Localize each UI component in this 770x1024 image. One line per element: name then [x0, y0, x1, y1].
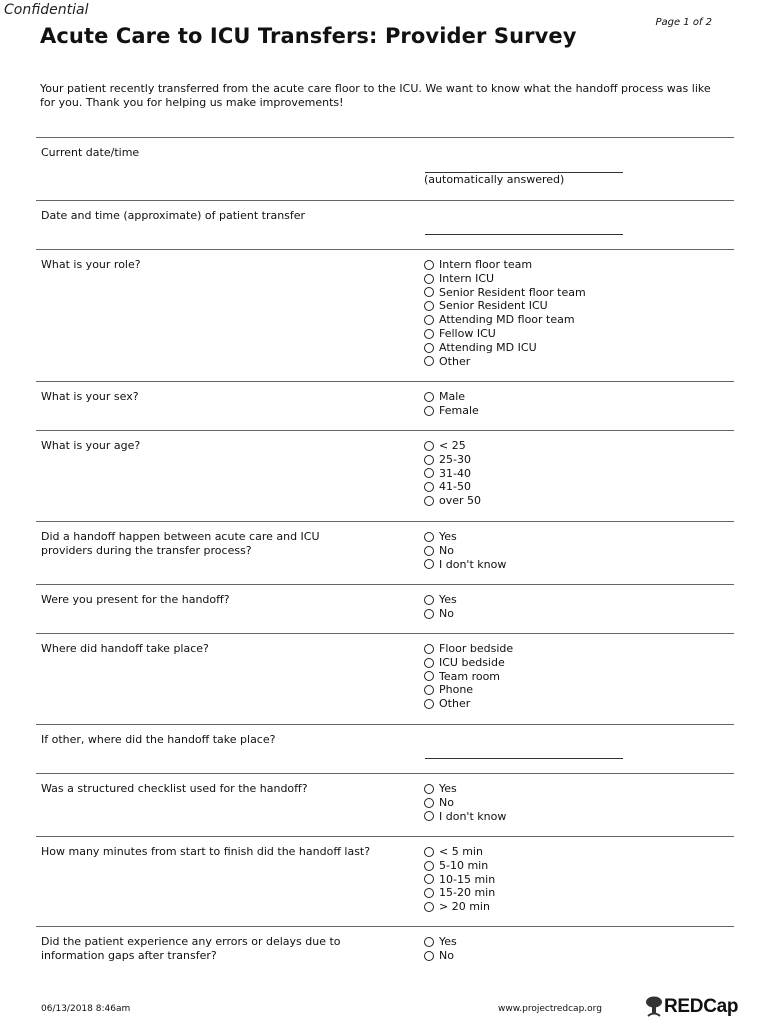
redcap-logo-text: REDCap [664, 996, 739, 1017]
confidential-label: Confidential [4, 2, 89, 18]
option-label: No [439, 948, 454, 962]
radio-button[interactable] [424, 609, 434, 619]
radio-button[interactable] [424, 699, 434, 709]
options-group [424, 642, 513, 711]
radio-option[interactable] [424, 313, 586, 327]
radio-button[interactable] [424, 468, 434, 478]
radio-button[interactable] [424, 861, 434, 871]
question-label: Did the patient experience any errors or delays due to information gaps after transfer? [41, 935, 341, 962]
radio-option[interactable] [424, 683, 513, 697]
radio-option[interactable] [424, 544, 506, 558]
options-group [424, 782, 506, 823]
radio-button[interactable] [424, 329, 434, 339]
option-label: 5-10 min [439, 858, 489, 872]
page-number: Page 1 of 2 [655, 17, 712, 28]
radio-button[interactable] [424, 685, 434, 695]
option-label: Other [439, 354, 471, 368]
radio-button[interactable] [424, 888, 434, 898]
redcap-icon [644, 996, 664, 1018]
radio-option[interactable] [424, 949, 457, 963]
question-label: Was a structured checklist used for the handoff? [41, 782, 308, 795]
radio-button[interactable] [424, 811, 434, 821]
radio-option[interactable] [424, 558, 506, 572]
option-label: Female [439, 403, 479, 417]
question-handoff-location [36, 633, 734, 724]
auto-answer-note: (automatically answered) [424, 173, 565, 186]
option-label: Intern floor team [439, 258, 533, 271]
radio-button[interactable] [424, 287, 434, 297]
option-label: Senior Resident floor team [439, 285, 586, 299]
radio-option[interactable] [424, 286, 586, 300]
radio-button[interactable] [424, 951, 434, 961]
option-label: Yes [439, 593, 457, 606]
question-label: Current date/time [41, 146, 140, 159]
question-label: What is your age? [41, 439, 141, 452]
survey-form [36, 137, 734, 977]
radio-option[interactable] [424, 341, 586, 355]
option-label: No [439, 606, 454, 620]
radio-option[interactable] [424, 453, 481, 467]
option-label: Yes [439, 530, 457, 543]
option-label: 25-30 [439, 452, 471, 466]
radio-button[interactable] [424, 260, 434, 270]
question-label: What is your sex? [41, 390, 139, 403]
radio-button[interactable] [424, 406, 434, 416]
radio-button[interactable] [424, 274, 434, 284]
option-label: < 25 [439, 439, 466, 452]
options-group [424, 439, 481, 508]
radio-option[interactable] [424, 404, 479, 418]
question-other-location [36, 724, 734, 773]
radio-option[interactable] [424, 593, 457, 607]
options-group [424, 390, 479, 418]
radio-option[interactable] [424, 656, 513, 670]
radio-option[interactable] [424, 886, 495, 900]
question-label: Were you present for the handoff? [41, 593, 230, 606]
radio-button[interactable] [424, 496, 434, 506]
radio-option[interactable] [424, 796, 506, 810]
option-label: Yes [439, 782, 457, 795]
question-checklist [36, 773, 734, 836]
option-label: No [439, 543, 454, 557]
option-label: Male [439, 390, 466, 403]
options-group [424, 845, 495, 914]
option-label: over 50 [439, 494, 482, 508]
radio-button[interactable] [424, 559, 434, 569]
radio-button[interactable] [424, 301, 434, 311]
option-label: Other [439, 697, 471, 711]
option-label: < 5 min [439, 845, 483, 858]
radio-button[interactable] [424, 658, 434, 668]
option-label: 31-40 [439, 466, 471, 480]
radio-button[interactable] [424, 315, 434, 325]
option-label: Team room [439, 669, 501, 683]
question-label: Date and time (approximate) of patient transfer [41, 209, 306, 222]
radio-option[interactable] [424, 355, 586, 369]
options-group [424, 530, 506, 571]
option-label: Attending MD ICU [439, 340, 537, 354]
radio-option[interactable] [424, 327, 586, 341]
radio-button[interactable] [424, 356, 434, 366]
option-label: I don't know [439, 557, 507, 571]
option-label: Attending MD floor team [439, 313, 575, 327]
radio-option[interactable] [424, 272, 586, 286]
radio-button[interactable] [424, 784, 434, 794]
radio-button[interactable] [424, 847, 434, 857]
radio-option[interactable] [424, 467, 481, 481]
footer-url[interactable]: www.projectredcap.org [498, 1004, 602, 1014]
option-label: Yes [439, 935, 457, 948]
answer-line[interactable] [425, 234, 623, 235]
radio-button[interactable] [424, 546, 434, 556]
radio-button[interactable] [424, 595, 434, 605]
radio-option[interactable] [424, 782, 506, 796]
question-role [36, 249, 734, 381]
radio-button[interactable] [424, 392, 434, 402]
question-label: Where did handoff take place? [41, 642, 209, 655]
radio-option[interactable] [424, 697, 513, 711]
option-label: ICU bedside [439, 655, 505, 669]
radio-option[interactable] [424, 258, 586, 272]
option-label: Senior Resident ICU [439, 299, 548, 313]
radio-option[interactable] [424, 607, 457, 621]
radio-option[interactable] [424, 480, 481, 494]
options-group [424, 935, 457, 963]
option-label: Floor bedside [439, 642, 514, 655]
option-label: > 20 min [439, 900, 490, 914]
radio-option[interactable] [424, 873, 495, 887]
radio-button[interactable] [424, 874, 434, 884]
option-label: No [439, 795, 454, 809]
radio-button[interactable] [424, 532, 434, 542]
question-duration [36, 836, 734, 926]
radio-button[interactable] [424, 482, 434, 492]
question-current-datetime [36, 137, 734, 200]
radio-option[interactable] [424, 859, 495, 873]
radio-button[interactable] [424, 902, 434, 912]
option-label: Intern ICU [439, 271, 495, 285]
options-group [424, 593, 457, 621]
question-label: If other, where did the handoff take place? [41, 733, 276, 746]
option-label: 10-15 min [439, 872, 496, 886]
radio-option[interactable] [424, 845, 495, 859]
question-age [36, 430, 734, 521]
radio-option[interactable] [424, 390, 479, 404]
radio-option[interactable] [424, 900, 495, 914]
question-label: How many minutes from start to finish did the handoff last? [41, 845, 371, 858]
options-group [424, 258, 586, 368]
question-label: Did a handoff happen between acute care and ICU providers during the transfer process? [41, 530, 320, 557]
radio-option[interactable] [424, 935, 457, 949]
question-handoff-happened [36, 521, 734, 584]
radio-option[interactable] [424, 670, 513, 684]
option-label: I don't know [439, 809, 507, 823]
radio-button[interactable] [424, 798, 434, 808]
radio-option[interactable] [424, 642, 513, 656]
option-label: 15-20 min [439, 886, 496, 900]
radio-button[interactable] [424, 671, 434, 681]
footer-date: 06/13/2018 8:46am [41, 1004, 131, 1014]
page-title: Acute Care to ICU Transfers: Provider Survey [40, 24, 577, 48]
radio-button[interactable] [424, 455, 434, 465]
question-sex [36, 381, 734, 430]
radio-option[interactable] [424, 530, 506, 544]
radio-option[interactable] [424, 810, 506, 824]
radio-button[interactable] [424, 343, 434, 353]
radio-option[interactable] [424, 494, 481, 508]
option-label: Fellow ICU [439, 326, 496, 340]
radio-button[interactable] [424, 441, 434, 451]
question-transfer-datetime [36, 200, 734, 249]
question-present [36, 584, 734, 633]
radio-option[interactable] [424, 299, 586, 313]
option-label: 41-50 [439, 480, 471, 494]
question-errors [36, 926, 734, 977]
option-label: Phone [439, 683, 474, 697]
radio-button[interactable] [424, 937, 434, 947]
answer-line[interactable] [425, 758, 623, 759]
radio-option[interactable] [424, 439, 481, 453]
radio-button[interactable] [424, 644, 434, 654]
redcap-logo [644, 996, 738, 1018]
question-label: What is your role? [41, 258, 141, 271]
intro-text: Your patient recently transferred from the acute care floor to the ICU. We want to know what the handoff process was like for you. Thank you for helping us make improvements! [40, 82, 711, 109]
